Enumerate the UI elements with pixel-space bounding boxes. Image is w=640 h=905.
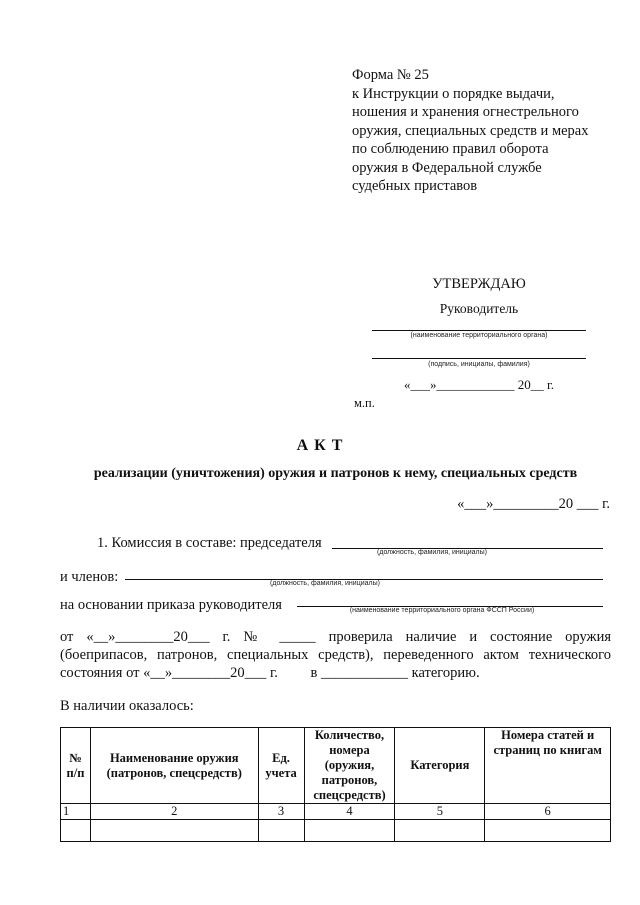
members-caption: (должность, фамилия, инициалы) <box>270 580 380 587</box>
table-row <box>61 820 611 842</box>
act-subtitle: реализации (уничтожения) оружия и патронов к нему, специальных средств <box>93 466 578 481</box>
header-quantity: Количество, номера (оружия, патронов, спецсредств) <box>304 728 395 804</box>
org-line <box>372 330 586 331</box>
col-number-6: 6 <box>485 804 611 820</box>
basis-label: на основании приказа руководителя <box>60 597 282 613</box>
members-label: и членов: <box>60 569 119 585</box>
basis-caption: (наименование территориального органа ФССП России) <box>349 607 535 614</box>
approve-role: Руководитель <box>439 301 519 316</box>
act-title: А К Т <box>296 437 344 454</box>
available-label: В наличии оказалось: <box>60 698 194 714</box>
instruction-line-6: судебных приставов <box>352 178 478 194</box>
stamp-mark: м.п. <box>354 396 375 410</box>
commission-label: 1. Комиссия в составе: председателя <box>97 535 322 551</box>
sign-caption: (подпись, инициалы, фамилия) <box>428 361 530 368</box>
commission-caption: (должность, фамилия, инициалы) <box>377 549 487 556</box>
header-number: № п/п <box>61 728 91 804</box>
form-header <box>352 66 606 196</box>
header-unit: Ед. учета <box>258 728 304 804</box>
act-date: «___»_________20 ___ г. <box>457 496 610 512</box>
instruction-line-2: ношения и хранения огнестрельного <box>352 104 579 120</box>
col-number-2: 2 <box>90 804 258 820</box>
instruction-line-4: по соблюдению правил оборота <box>352 141 549 157</box>
approve-date: «___»____________ 20__ г. <box>403 377 555 392</box>
header-name: Наименование оружия (патронов, спецсредств) <box>90 728 258 804</box>
items-table <box>60 727 611 842</box>
form-number: Форма № 25 <box>352 67 429 83</box>
col-number-4: 4 <box>304 804 395 820</box>
instruction-line-5: оружия в Федеральной службе <box>352 159 542 176</box>
checked-line-3: состояния от «__»________20___ г. в ____________ категорию. <box>60 665 480 681</box>
col-number-5: 5 <box>395 804 485 820</box>
instruction-line-3: оружия, специальных средств и мерах <box>352 122 589 139</box>
col-number-3: 3 <box>258 804 304 820</box>
table-header-row <box>61 728 611 804</box>
header-pages: Номера статей и страниц по книгам <box>485 728 611 804</box>
header-category: Категория <box>395 728 485 804</box>
col-number-1: 1 <box>61 804 91 820</box>
checked-line-2: (боеприпасов, патронов, специальных средств), переведенного актом технического <box>60 647 611 663</box>
sign-line <box>372 358 586 359</box>
approve-title: УТВЕРЖДАЮ <box>432 276 526 292</box>
checked-line-1: от «__»________20___ г. № _____ проверила наличие и состояние оружия <box>60 629 611 645</box>
org-caption: (наименование территориального органа) <box>410 332 548 339</box>
instruction-line-1: к Инструкции о порядке выдачи, <box>352 85 555 102</box>
table-number-row <box>61 804 611 820</box>
